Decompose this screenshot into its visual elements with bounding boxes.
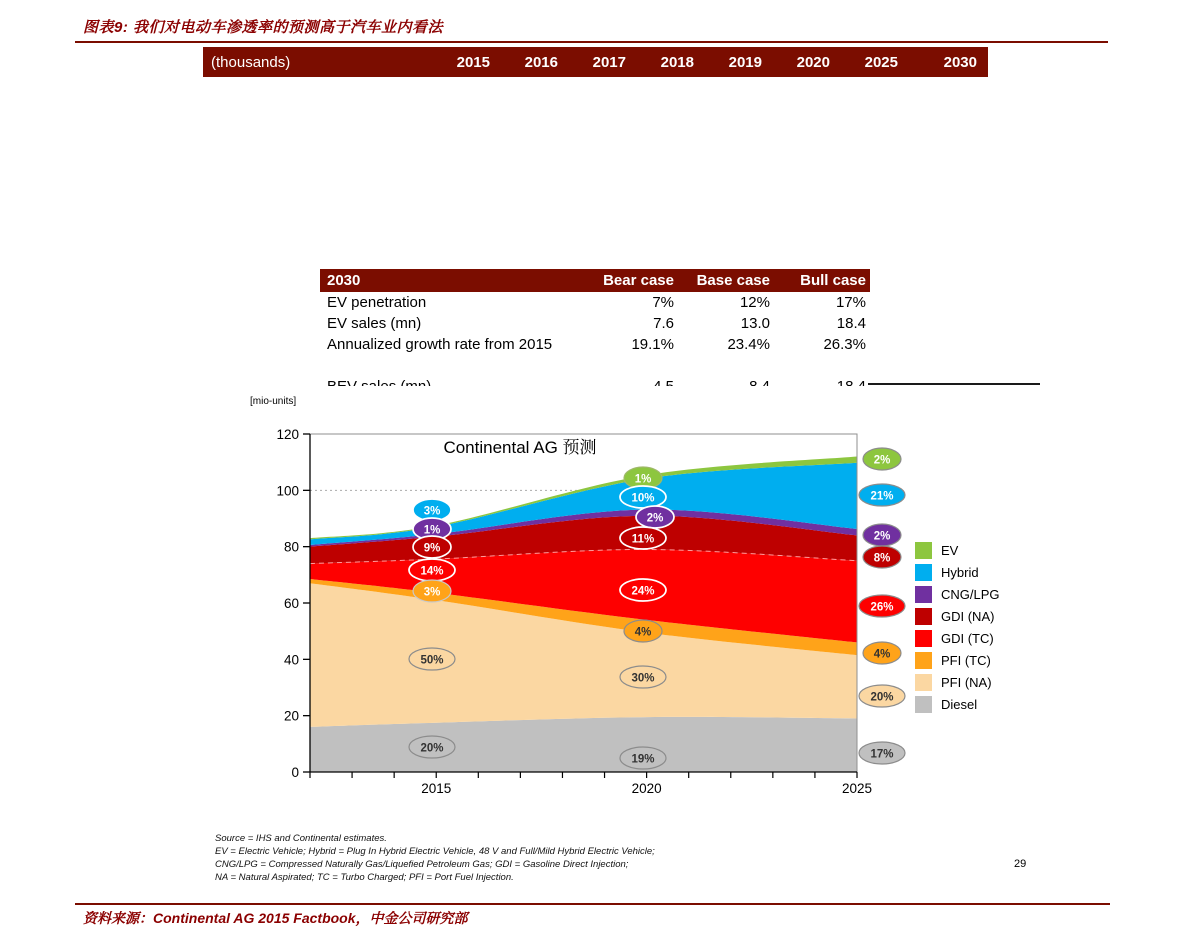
footer-source: 资料来源：Continental AG 2015 Factbook，中金公司研究部 <box>83 910 468 926</box>
scenario-row-label: Annualized growth rate from 2015 <box>327 336 553 353</box>
stacked-area-chart <box>162 386 1040 895</box>
chart-legend <box>915 539 1000 715</box>
y-tick-label: 60 <box>283 596 299 611</box>
legend-swatch <box>915 652 932 669</box>
years-bar-unit-label: (thousands) <box>211 53 291 71</box>
legend-swatch <box>915 586 932 603</box>
badge-label: 26% <box>870 601 894 614</box>
scenario-table-row <box>320 313 870 334</box>
scenario-row-value: 13.0 <box>740 315 770 332</box>
y-tick-label: 100 <box>276 483 299 499</box>
legend-label: Diesel <box>941 696 978 712</box>
scenario-table-header-cell: Base case <box>696 272 770 289</box>
scenario-row-value <box>678 355 774 376</box>
scenario-row-value: 7.6 <box>653 315 674 332</box>
legend-item-pfi-tc- <box>915 649 1000 671</box>
badge-label: 20% <box>870 691 894 704</box>
years-bar-year-2030: 2030 <box>943 53 977 71</box>
y-tick-label: 80 <box>283 539 299 555</box>
scenario-table-header-cell: Bear case <box>603 272 674 289</box>
badge-label: 4% <box>873 648 891 661</box>
badge-label: 9% <box>423 542 441 555</box>
legend-item-gdi-na- <box>915 605 1000 627</box>
badge-label: 2% <box>646 512 664 525</box>
scenario-row-value: 26.3% <box>823 336 866 353</box>
page-number: 29 <box>1014 858 1027 870</box>
chart-footnote-line: Source = IHS and Continental estimates. <box>215 833 387 844</box>
legend-swatch <box>915 674 932 691</box>
badge-label: 4% <box>634 626 652 639</box>
badge-label: 19% <box>631 753 655 766</box>
figure-title: 图表9: 我们对电动车渗透率的预测高于汽车业内看法 <box>83 19 444 36</box>
y-axis-unit-label: [mio-units] <box>250 396 297 407</box>
badge-label: 2% <box>873 530 891 543</box>
legend-swatch <box>915 696 932 713</box>
years-bar-year-2015: 2015 <box>456 53 490 71</box>
years-bar-year-2020: 2020 <box>796 53 830 71</box>
scenario-row-label <box>320 355 582 376</box>
legend-item-diesel <box>915 693 1000 715</box>
badge-label: 3% <box>423 505 441 518</box>
legend-item-gdi-tc- <box>915 627 1000 649</box>
badge-label: 30% <box>631 672 655 685</box>
years-bar-year-2025: 2025 <box>864 53 898 71</box>
scenario-table-header-cell: Bull case <box>800 272 866 289</box>
scenario-table-header-cell: 2030 <box>327 272 361 289</box>
badge-label: 8% <box>873 552 891 565</box>
badge-label: 14% <box>420 565 444 578</box>
legend-swatch <box>915 630 932 647</box>
chart-image <box>162 386 1040 895</box>
badge-label: 11% <box>631 533 655 546</box>
legend-item-cng-lpg <box>915 583 1000 605</box>
scenario-row-value: 19.1% <box>631 336 674 353</box>
legend-label: GDI (TC) <box>941 630 994 646</box>
badge-label: 20% <box>420 742 444 755</box>
y-tick-label: 0 <box>291 765 299 780</box>
badge-label: 17% <box>870 748 894 761</box>
scenario-row-value: 17% <box>835 294 866 311</box>
y-tick-label: 120 <box>276 427 299 442</box>
scenario-table-row <box>320 355 870 376</box>
x-tick-label: 2015 <box>421 781 452 796</box>
years-bar-year-2019: 2019 <box>728 53 762 71</box>
scenario-row-value: 7% <box>652 294 674 311</box>
chart-footnote-line: EV = Electric Vehicle; Hybrid = Plug In Hybrid Electric Vehicle, 48 V and Full/Mild Hybrid Electric Vehicle; <box>215 846 655 857</box>
y-tick-label: 20 <box>283 708 299 724</box>
badge-label: 2% <box>873 454 891 467</box>
badge-label: 24% <box>631 585 655 598</box>
area-diesel <box>310 717 857 772</box>
scenario-row-label: EV penetration <box>327 294 427 311</box>
legend-label: Hybrid <box>941 564 979 580</box>
chart-title: Continental AG 预测 <box>443 438 597 457</box>
title-divider <box>75 41 1108 43</box>
chart-top-border <box>868 383 1040 385</box>
years-bar-year-2018: 2018 <box>660 53 694 71</box>
scenario-row-value <box>582 355 678 376</box>
scenario-row-label: EV sales (mn) <box>327 315 422 332</box>
badge-label: 21% <box>870 490 894 503</box>
chart-footnote-line: CNG/LPG = Compressed Naturally Gas/Liquefied Petroleum Gas; GDI = Gasoline Direct Injection; <box>215 859 629 870</box>
legend-label: GDI (NA) <box>941 608 995 624</box>
scenario-row-value: 23.4% <box>727 336 770 353</box>
legend-swatch <box>915 542 932 559</box>
scenario-row-value: 12% <box>739 294 770 311</box>
legend-label: PFI (TC) <box>941 652 991 668</box>
legend-label: CNG/LPG <box>941 586 1000 602</box>
legend-label: EV <box>941 542 959 558</box>
scenario-row-value <box>774 355 870 376</box>
scenario-table-header-row <box>320 269 870 292</box>
chart-footnotes <box>215 832 655 884</box>
legend-item-pfi-na- <box>915 671 1000 693</box>
legend-swatch <box>915 564 932 581</box>
footer-divider <box>75 903 1110 905</box>
legend-swatch <box>915 608 932 625</box>
badge-label: 3% <box>423 586 441 599</box>
badge-label: 1% <box>423 524 441 537</box>
scenario-table-row <box>320 292 870 313</box>
legend-item-hybrid <box>915 561 1000 583</box>
legend-label: PFI (NA) <box>941 674 992 690</box>
badge-label: 1% <box>634 473 652 486</box>
legend-item-ev <box>915 539 1000 561</box>
years-bar-year-2017: 2017 <box>592 53 626 71</box>
x-tick-label: 2025 <box>841 781 873 796</box>
y-tick-label: 40 <box>283 652 299 668</box>
years-list <box>422 47 977 77</box>
chart-footnote-line: NA = Natural Aspirated; TC = Turbo Charged; PFI = Port Fuel Injection. <box>215 872 514 883</box>
years-header-bar <box>203 47 988 77</box>
scenario-table-row <box>320 334 870 355</box>
x-tick-label: 2020 <box>631 781 662 796</box>
badge-label: 50% <box>420 654 444 667</box>
years-bar-year-2016: 2016 <box>524 53 558 71</box>
badge-label: 10% <box>631 492 655 505</box>
scenario-row-value: 18.4 <box>836 315 866 332</box>
